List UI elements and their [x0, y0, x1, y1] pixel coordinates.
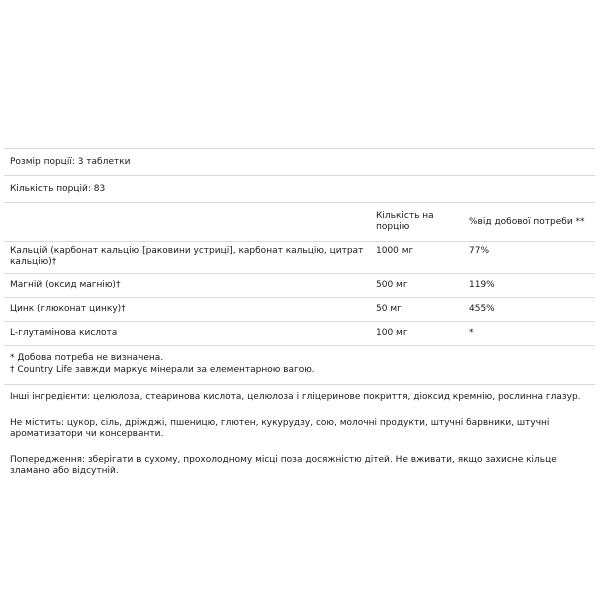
nutrient-daily-value: 77% — [469, 246, 490, 256]
nutrient-amount: 50 мг — [376, 304, 402, 314]
header-amount: Кількість на порцію — [376, 211, 434, 232]
table-row — [4, 241, 595, 273]
nutrient-daily-value: 455% — [469, 304, 495, 314]
table-row — [4, 321, 595, 345]
does-not-contain: Не містить: цукор, сіль, дріжджі, пшеницю, глютен, кукурудзу, сою, молочні продукти, штучні барвники, штучні ароматизатори чи консерванти. — [10, 418, 550, 439]
table-row — [4, 273, 595, 297]
nutrient-name: Магній (оксид магнію)† — [10, 280, 121, 290]
warning-text: Попередження: зберігати в сухому, прохолодному місці поза досяжністю дітей. Не вживати, якщо захисне кільце зламано або відсутній. — [10, 455, 557, 476]
other-ingredients: Інші інгредієнти: целюлоза, стеаринова кислота, целюлоза і гліцеринове покриття, діоксид кремнію, рослинна глазур. — [4, 384, 595, 411]
nutrient-daily-value: * — [469, 328, 474, 338]
footnote: * Добова потреба не визначена. — [10, 353, 164, 363]
nutrient-name: L-глутамінова кислота — [10, 328, 118, 338]
supplement-facts-panel — [4, 148, 595, 485]
header-daily-value: %від добової потреби ** — [469, 216, 585, 227]
nutrient-name: Цинк (глюконат цинку)† — [10, 304, 126, 314]
table-row — [4, 297, 595, 321]
nutrient-amount: 100 мг — [376, 328, 408, 338]
nutrient-name: Кальцій (карбонат кальцію [раковини устриці], карбонат кальцію, цитрат кальцію)† — [10, 246, 364, 267]
serving-size: Розмір порції: 3 таблетки — [4, 148, 595, 175]
table-header — [4, 202, 595, 241]
nutrient-amount: 1000 мг — [376, 246, 414, 256]
footnote: † Country Life завжди маркує мінерали за елементарною вагою. — [10, 365, 315, 375]
nutrient-amount: 500 мг — [376, 280, 408, 290]
nutrient-daily-value: 119% — [469, 280, 495, 290]
footnotes — [4, 345, 595, 384]
servings-count: Кількість порцій: 83 — [4, 175, 595, 202]
